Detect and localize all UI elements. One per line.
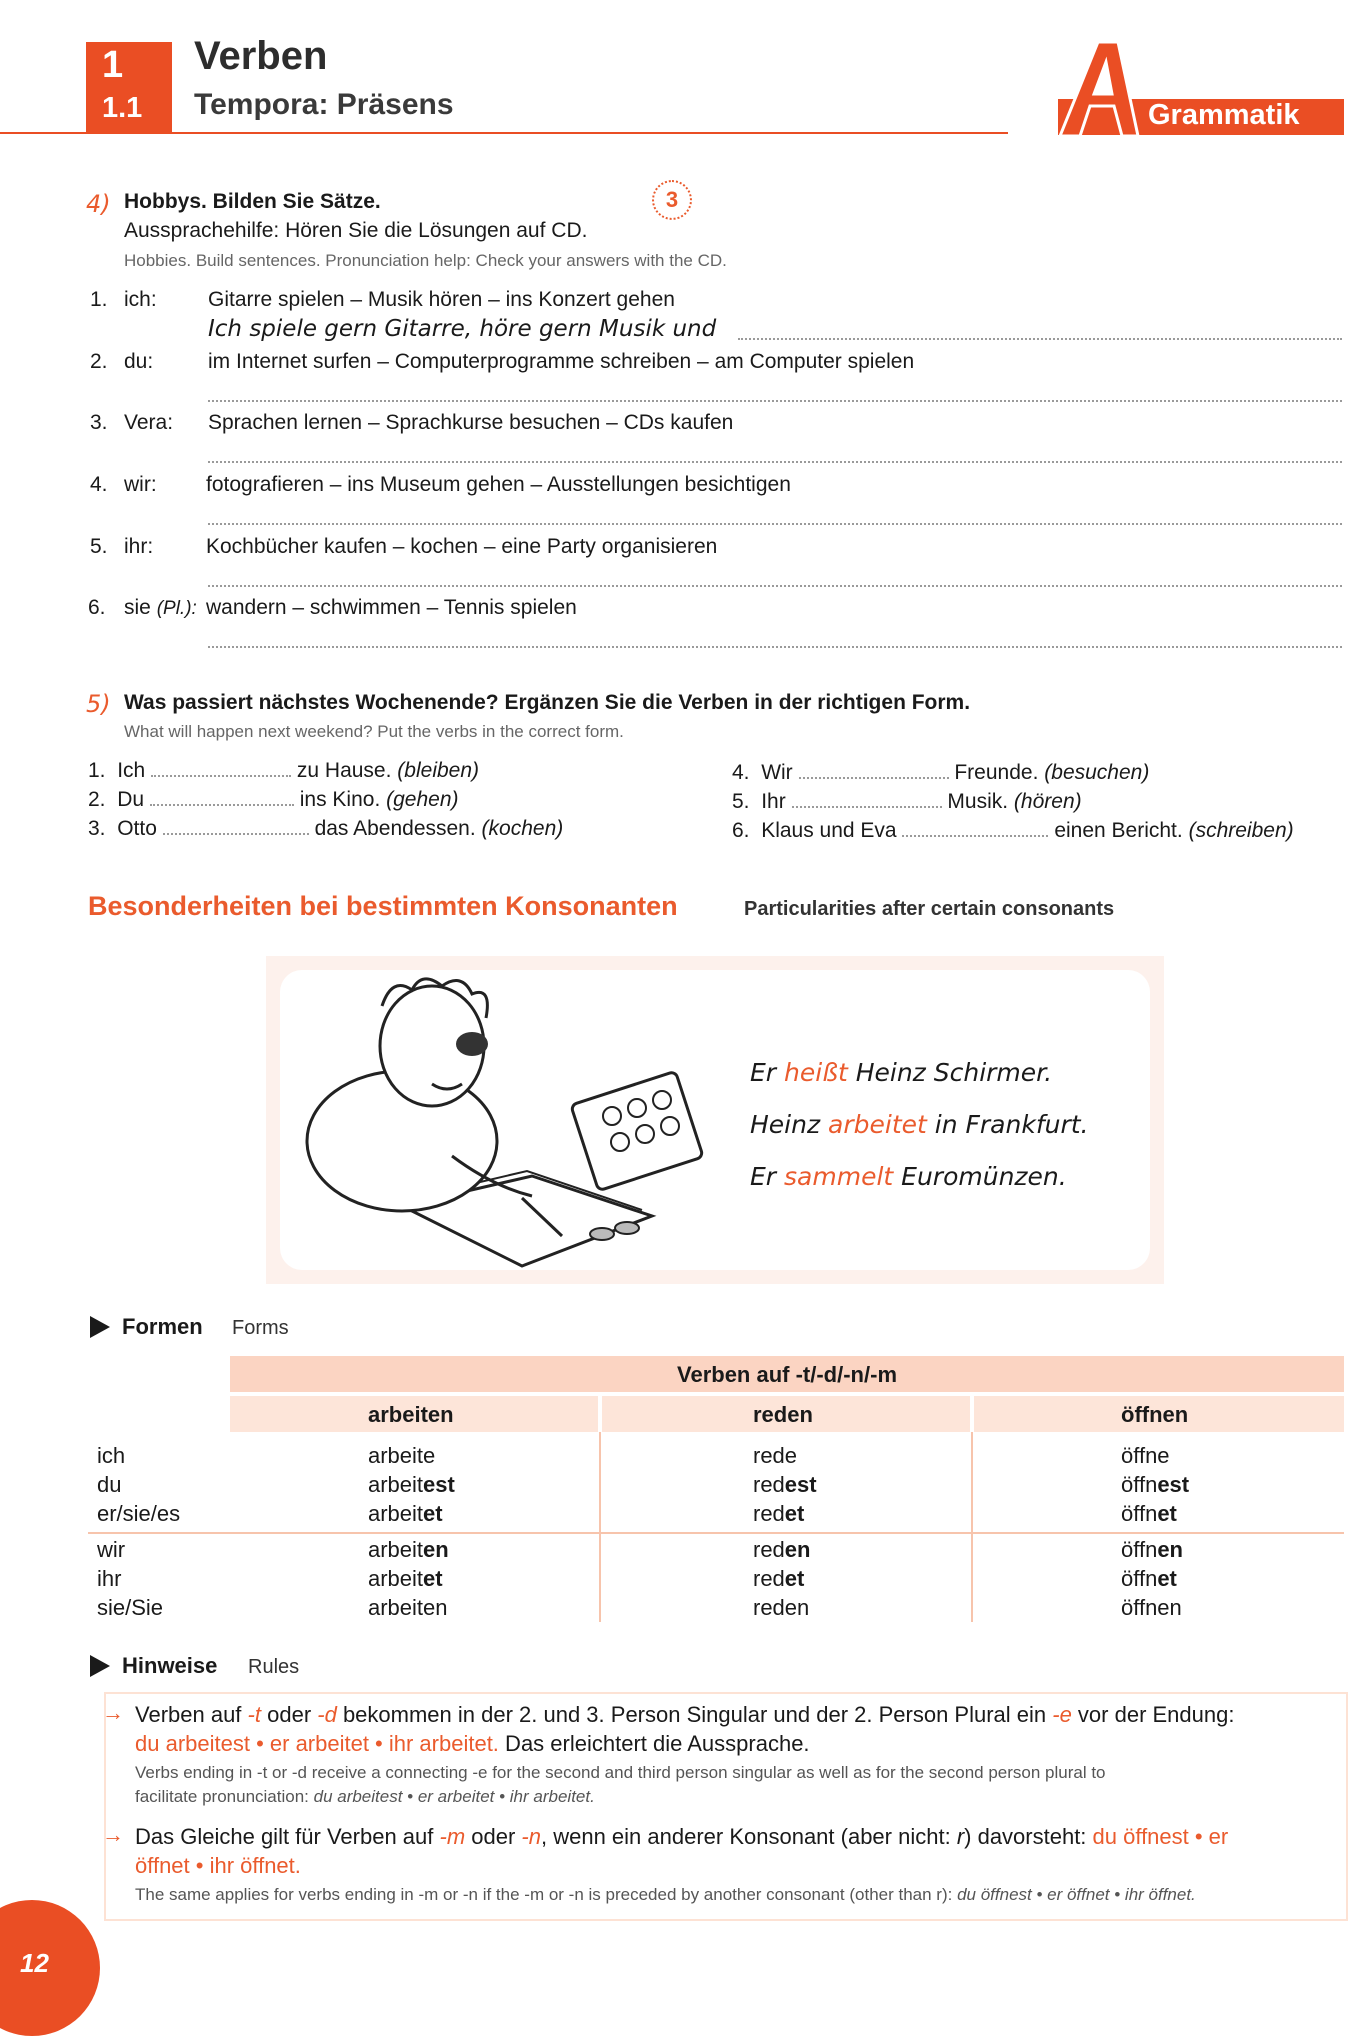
exercise-5-item: 5. Ihr Musik. (hören) xyxy=(732,790,1082,813)
gap-field[interactable] xyxy=(799,763,949,779)
answer-line[interactable] xyxy=(208,585,1342,587)
rule-1-text: Verben auf -t oder -d bekommen in der 2. und 3. Person Singular und der 2. Person Plural ein -e vor der Endung: du arbeitest • er arbeitet • ihr arbeitet. Das erleichtert die Aussprache. xyxy=(135,1702,1235,1756)
row-divider xyxy=(88,1532,1344,1534)
exercise-4-row-number: 5. xyxy=(90,535,108,558)
exercise-4-row-subject: du: xyxy=(124,350,154,373)
example-sentence: Er sammelt Euromünzen. xyxy=(750,1162,1067,1191)
page-number-badge xyxy=(0,1900,100,2036)
page-title: Verben xyxy=(194,34,328,78)
example-sentence: Er heißt Heinz Schirmer. xyxy=(750,1058,1053,1087)
section-heading-translation: Particularities after certain consonants xyxy=(744,898,1115,920)
answer-line[interactable] xyxy=(208,523,1342,525)
exercise-4-row-subject: Vera: xyxy=(124,411,174,434)
exercise-5-item: 6. Klaus und Eva einen Bericht. (schreiben) xyxy=(732,819,1294,842)
conjugation-column: öffnen öffnet öffnen xyxy=(1121,1537,1183,1620)
rules-label: Hinweise xyxy=(122,1653,218,1678)
exercise-5-item: 1. Ich zu Hause. (bleiben) xyxy=(88,759,480,782)
answer-line[interactable] xyxy=(208,646,1342,648)
gap-field[interactable] xyxy=(163,819,309,835)
gap-field[interactable] xyxy=(792,792,942,808)
gap-field[interactable] xyxy=(151,761,291,777)
rules-label-translation: Rules xyxy=(248,1656,300,1678)
exercise-4-row-prompt: Gitarre spielen – Musik hören – ins Konzert gehen xyxy=(208,288,675,311)
rule-1-translation: Verbs ending in -t or -d receive a connecting -e for the second and third person singular as well as for the second person plural to facilitate pronunciation: du arbeitest • er arbeitet • ihr arbeitet. xyxy=(135,1763,1106,1806)
exercise-4-row-number: 2. xyxy=(90,350,108,373)
column-divider xyxy=(599,1432,601,1622)
exercise-4-number: 4) xyxy=(86,190,111,218)
page-subtitle: Tempora: Präsens xyxy=(194,88,454,121)
exercise-4-row-prompt: im Internet surfen – Computerprogramme schreiben – am Computer spielen xyxy=(208,350,915,373)
exercise-5-title: Was passiert nächstes Wochenende? Ergänzen Sie die Verben in der richtigen Form. xyxy=(124,691,971,714)
exercise-4-row-subject: ich: xyxy=(124,288,157,311)
conjugation-column: rede redest redet xyxy=(753,1443,817,1526)
section-heading: Besonderheiten bei bestimmten Konsonanten xyxy=(88,891,678,921)
rule-2-translation: The same applies for verbs ending in -m or -n if the -m or -n is preceded by another consonant (other than r): du öffnest • er öffnet • ihr öffnet. xyxy=(135,1885,1196,1904)
bullet-triangle-icon xyxy=(90,1316,110,1338)
forms-label: Formen xyxy=(122,1314,203,1339)
section-number: 1.1 xyxy=(102,92,143,124)
chapter-number: 1 xyxy=(102,44,124,86)
exercise-5-item: 4. Wir Freunde. (besuchen) xyxy=(732,761,1150,784)
gap-field[interactable] xyxy=(902,821,1048,837)
column-header-label: öffnen xyxy=(1121,1402,1189,1427)
grammar-label: Grammatik xyxy=(1148,99,1300,131)
exercise-4-row-prompt: Kochbücher kaufen – kochen – eine Party organisieren xyxy=(206,535,718,558)
page-number: 12 xyxy=(20,1948,49,1978)
gap-field[interactable] xyxy=(150,790,294,806)
exercise-4-row-answer[interactable]: Ich spiele gern Gitarre, höre gern Musik und xyxy=(208,316,717,342)
exercise-4-row-subject: wir: xyxy=(124,473,157,496)
pronoun-column: ich du er/sie/es xyxy=(97,1443,181,1526)
header-rule xyxy=(0,132,1008,134)
exercise-4-row-subject: ihr: xyxy=(124,535,154,558)
conjugation-column: arbeiten arbeitet arbeiten xyxy=(368,1537,449,1620)
arrow-right-icon: → xyxy=(102,1822,124,1847)
exercise-4-title: Hobbys. Bilden Sie Sätze. xyxy=(124,190,381,213)
conjugation-column: öffne öffnest öffnet xyxy=(1121,1443,1190,1526)
exercise-5-translation: What will happen next weekend? Put the verbs in the correct form. xyxy=(124,722,624,741)
exercise-4-subtitle: Aussprachehilfe: Hören Sie die Lösungen auf CD. xyxy=(124,219,588,242)
cd-track-icon: 3 xyxy=(652,180,692,220)
exercise-4-row-number: 3. xyxy=(90,411,108,434)
exercise-4-row-subject: sie (Pl.): xyxy=(124,596,197,619)
exercise-4-translation: Hobbies. Build sentences. Pronunciation help: Check your answers with the CD. xyxy=(124,251,727,270)
exercise-4-row-prompt: Sprachen lernen – Sprachkurse besuchen – CDs kaufen xyxy=(208,411,734,434)
answer-line[interactable] xyxy=(208,400,1342,402)
example-sentence: Heinz arbeitet in Frankfurt. xyxy=(750,1110,1089,1139)
answer-line[interactable] xyxy=(738,338,1342,340)
column-divider xyxy=(971,1432,973,1622)
table-title: Verben auf -t/-d/-n/-m xyxy=(677,1362,897,1387)
column-header-label: arbeiten xyxy=(368,1402,454,1427)
arrow-right-icon: → xyxy=(102,1700,124,1725)
letter-a-logo xyxy=(1056,36,1156,138)
exercise-5-number: 5) xyxy=(86,690,111,718)
column-header-label: reden xyxy=(753,1402,813,1427)
exercise-4-row-number: 4. xyxy=(90,473,108,496)
exercise-4-row-number: 6. xyxy=(88,596,106,619)
exercise-4-row-prompt: fotografieren – ins Museum gehen – Ausstellungen besichtigen xyxy=(206,473,791,496)
pronoun-column: wir ihr sie/Sie xyxy=(97,1537,164,1620)
exercise-5-item: 2. Du ins Kino. (gehen) xyxy=(88,788,459,811)
rule-2-text: Das Gleiche gilt für Verben auf -m oder -n, wenn ein anderer Konsonant (aber nicht: r) davorsteht: du öffnest • er öffnet • ihr öffnet. xyxy=(135,1824,1229,1878)
exercise-4-row-prompt: wandern – schwimmen – Tennis spielen xyxy=(206,596,577,619)
coin-collector-illustration xyxy=(282,966,712,1276)
answer-line[interactable] xyxy=(208,461,1342,463)
exercise-5-item: 3. Otto das Abendessen. (kochen) xyxy=(88,817,564,840)
bullet-triangle-icon xyxy=(90,1655,110,1677)
conjugation-column: arbeite arbeitest arbeitet xyxy=(368,1443,455,1526)
conjugation-column: reden redet reden xyxy=(753,1537,811,1620)
exercise-4-row-number: 1. xyxy=(90,288,108,311)
chapter-number-box xyxy=(86,42,172,134)
forms-label-translation: Forms xyxy=(232,1317,289,1339)
